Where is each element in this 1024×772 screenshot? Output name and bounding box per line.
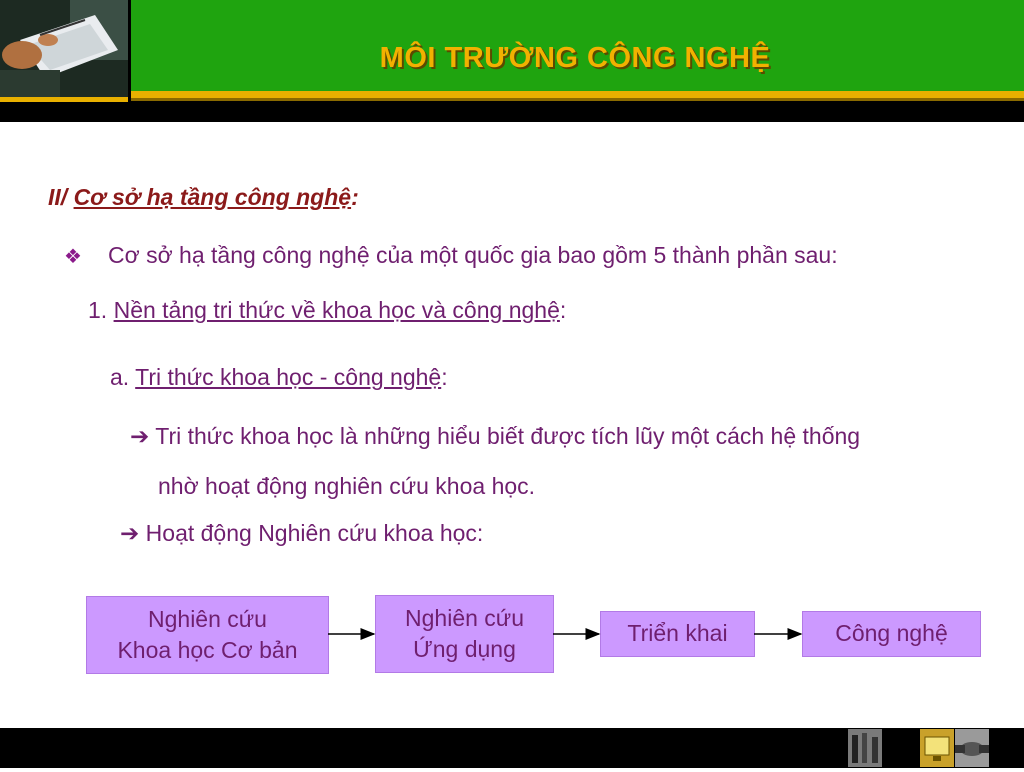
sub-item-a-colon: : — [441, 364, 448, 390]
slide-title: MÔI TRƯỜNG CÔNG NGHỆ — [379, 42, 771, 74]
section-number: II/ — [48, 184, 68, 210]
sub-item-a-letter: a. — [110, 364, 130, 390]
right-arrow-icon: ➔ — [120, 520, 140, 546]
flow-box-4-label: Công nghệ — [835, 620, 948, 647]
footer-handshake-icon — [955, 729, 989, 767]
item-1-text: Nền tảng tri thức về khoa học và công nghệ — [113, 297, 560, 323]
flow-box-1-line-2: Khoa học Cơ bản — [117, 637, 298, 663]
bullet-text: Cơ sở hạ tầng công nghệ của một quốc gia bao gồm 5 thành phần sau: — [108, 242, 838, 268]
flow-box-2-line-1: Nghiên cứu — [405, 604, 524, 631]
section-title: Cơ sở hạ tầng công nghệ — [73, 184, 352, 210]
flow-box-3-label: Triển khai — [627, 620, 728, 647]
diamond-bullet-icon: ❖ — [64, 246, 82, 268]
flow-box-2-line-2: Ứng dụng — [413, 636, 516, 662]
footer-people-icon — [848, 729, 882, 767]
item-1-colon: : — [559, 297, 567, 323]
point-1-text-1: Tri thức khoa học là những hiểu biết được tích lũy một cách hệ thống — [155, 423, 861, 449]
section-colon: : — [351, 184, 359, 210]
flow-box-1-line-1: Nghiên cứu — [148, 605, 267, 632]
sub-item-a-text: Tri thức khoa học - công nghệ — [135, 364, 442, 390]
point-1-line-2: nhờ hoạt động nghiên cứu khoa học. — [158, 473, 536, 499]
right-arrow-icon: ➔ — [130, 423, 150, 449]
point-2-text: Hoạt động Nghiên cứu khoa học: — [145, 520, 484, 546]
footer-monitor-icon — [920, 729, 954, 767]
item-1-number: 1. — [88, 297, 108, 323]
